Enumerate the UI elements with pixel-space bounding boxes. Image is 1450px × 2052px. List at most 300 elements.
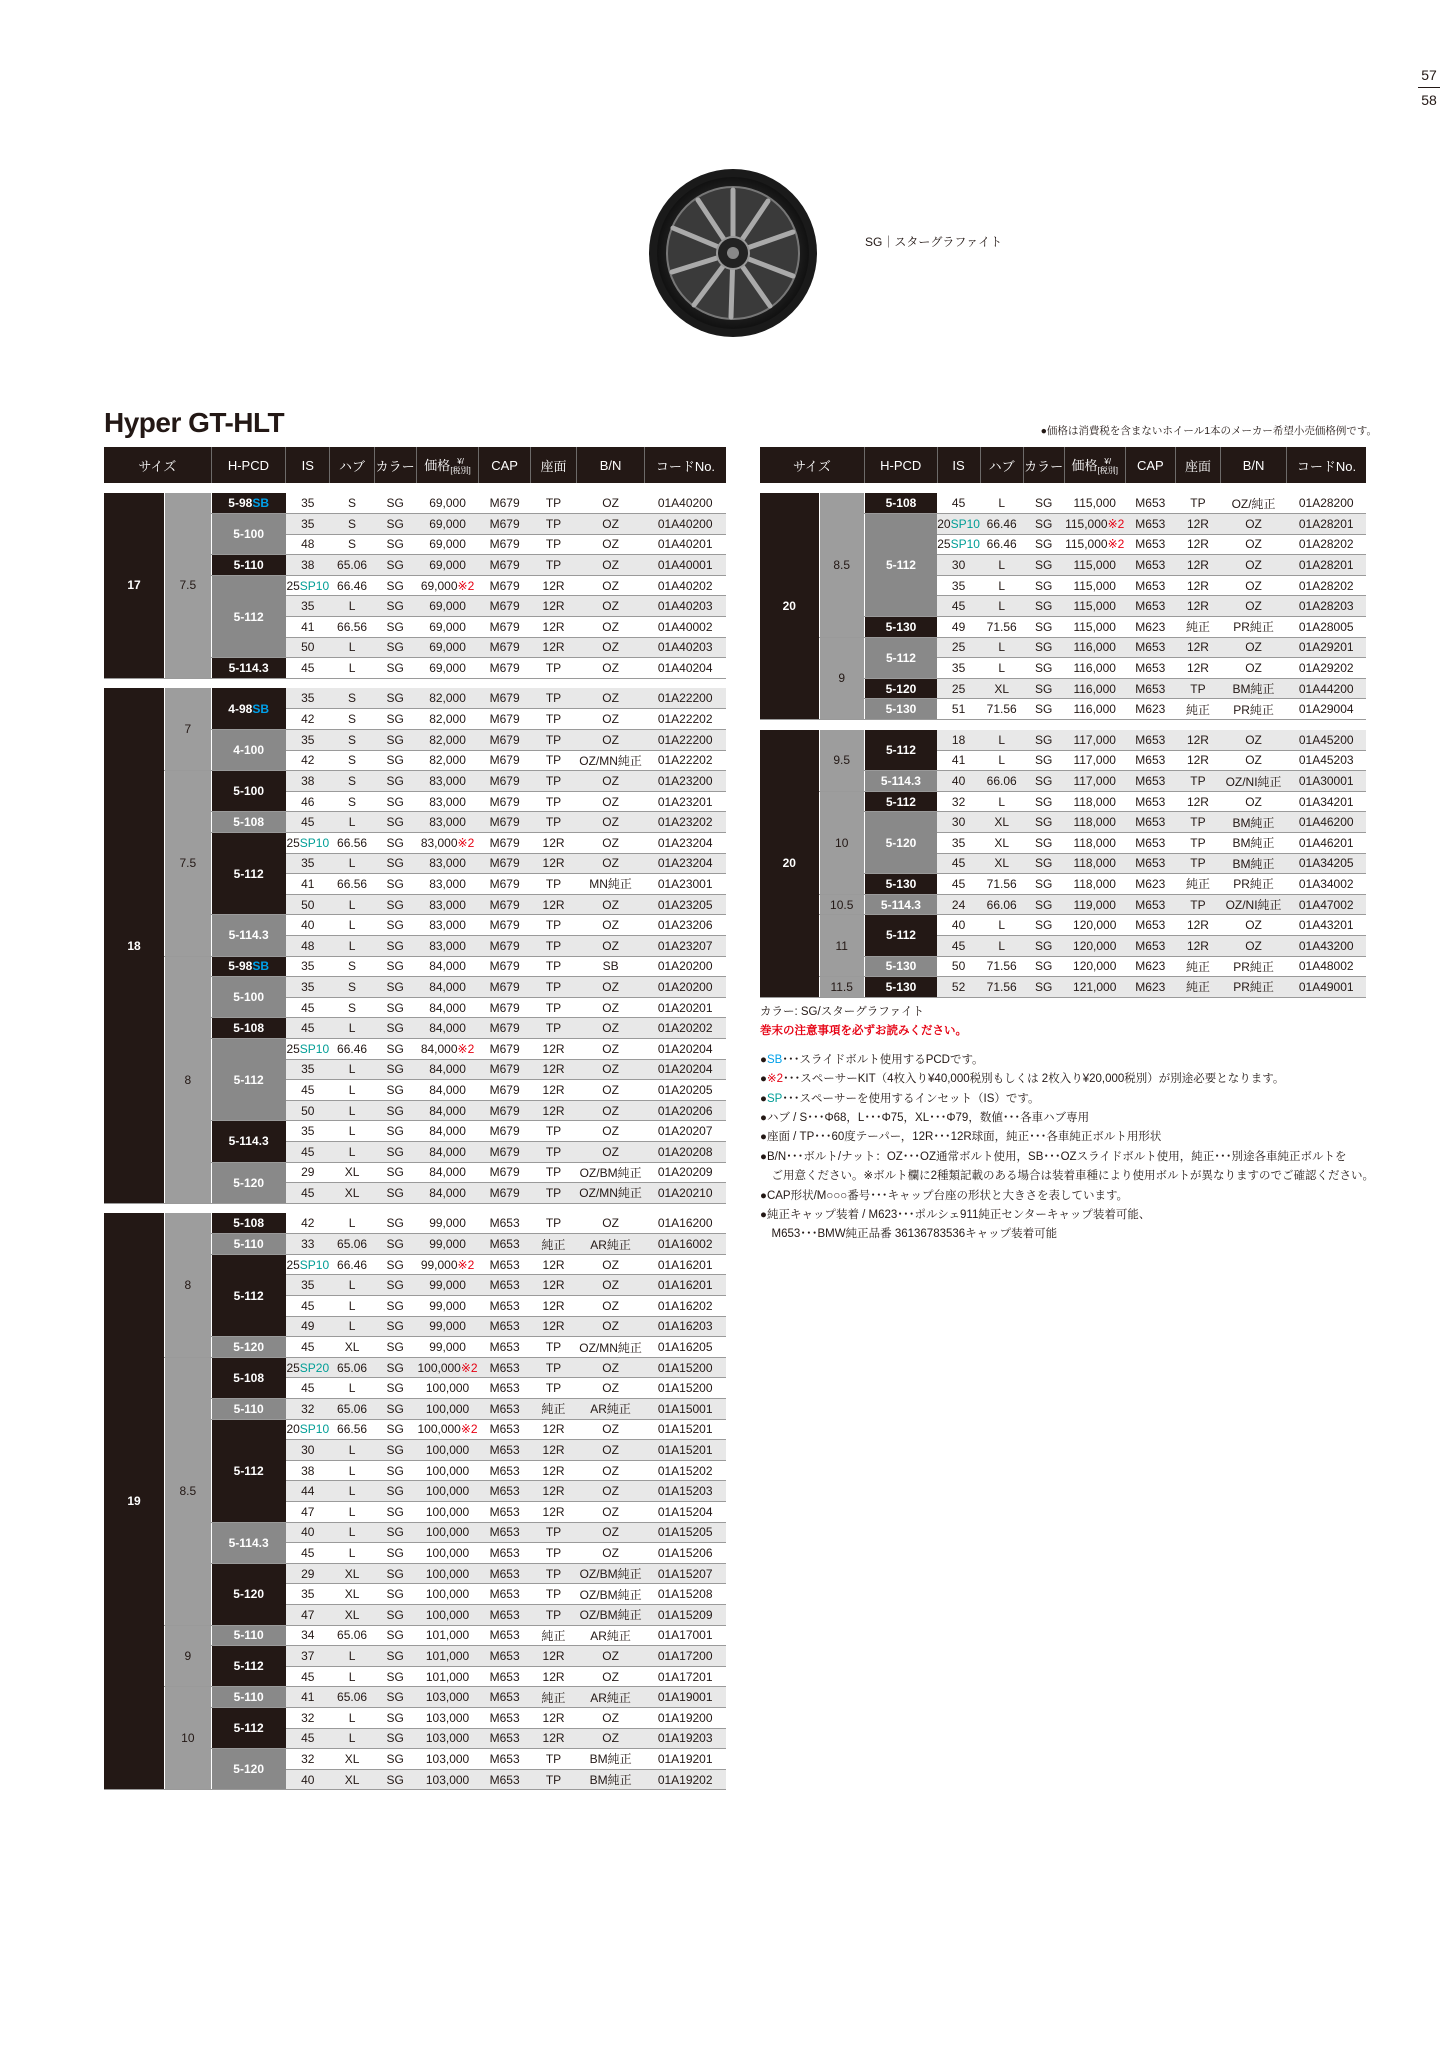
price-value: 84,000 — [429, 1021, 466, 1036]
cap-value: M679 — [489, 1062, 520, 1077]
color-cell — [374, 1646, 416, 1667]
price-cell — [416, 1522, 479, 1543]
header-9: コードNo. — [644, 447, 726, 483]
bn-value: OZ — [602, 1381, 619, 1396]
code-cell — [1286, 771, 1366, 792]
seat-cell — [530, 1543, 577, 1564]
seat-cell — [1175, 678, 1220, 699]
cap-value: M653 — [1135, 732, 1166, 747]
hub-cell — [330, 730, 374, 751]
cap-cell — [1125, 812, 1175, 833]
cap-cell — [479, 1625, 530, 1646]
is-value: 41 — [301, 876, 315, 891]
rim-width: 8.5 — [819, 493, 864, 637]
bn-cell — [577, 812, 645, 833]
hub-cell — [330, 915, 374, 936]
bn-cell — [577, 514, 645, 535]
seat-cell — [530, 1100, 577, 1121]
is-value: 40 — [951, 774, 966, 789]
cap-value: M653 — [489, 1422, 520, 1437]
seat-value: 12R — [542, 1103, 565, 1118]
cap-cell — [479, 1357, 530, 1378]
cap-cell — [1125, 637, 1175, 658]
seat-value: TP — [545, 1021, 562, 1036]
color-value: SG — [386, 537, 404, 552]
group-gap — [760, 720, 1366, 730]
bn-value: OZ/NI純正 — [1225, 898, 1282, 913]
hub-cell — [980, 658, 1023, 679]
price-value: 100,000 — [425, 1381, 470, 1396]
price-value: 83,000 — [429, 856, 466, 871]
bn-cell — [1221, 894, 1287, 915]
code-value: 01A15204 — [657, 1504, 713, 1519]
hpcd-cell: 5-112 — [864, 730, 937, 771]
seat-cell — [530, 688, 577, 709]
price-value: 100,000 — [417, 1360, 461, 1375]
color-value: SG — [386, 959, 404, 974]
color-cell — [374, 1080, 416, 1101]
color-cell — [374, 812, 416, 833]
price-value: 116,000 — [1073, 681, 1116, 696]
is-value: 46 — [301, 794, 315, 809]
cap-value: M653 — [489, 1340, 520, 1355]
code-cell — [1286, 555, 1366, 576]
color-cell — [1023, 750, 1064, 771]
hub-cell — [980, 791, 1023, 812]
hub-cell — [330, 617, 374, 638]
bn-value: OZ/BM純正 — [579, 1567, 642, 1582]
code-value: 01A28201 — [1298, 516, 1354, 531]
cap-cell — [479, 1254, 530, 1275]
is-cell — [937, 617, 980, 638]
color-cell — [374, 1728, 416, 1749]
rim-width: 8 — [165, 956, 212, 1203]
hub-cell — [330, 997, 374, 1018]
seat-cell — [530, 1254, 577, 1275]
is-tag: SP10 — [299, 835, 330, 850]
code-value: 01A44200 — [1298, 681, 1354, 696]
seat-value: 12R — [1186, 938, 1209, 953]
header-9: コードNo. — [1286, 447, 1366, 483]
code-cell — [1286, 678, 1366, 699]
code-value: 01A34205 — [1298, 856, 1354, 871]
is-value: 35 — [301, 1062, 315, 1077]
code-cell — [644, 956, 726, 977]
color-value: SG — [386, 1165, 404, 1180]
cap-cell — [1125, 853, 1175, 874]
cap-cell — [479, 1707, 530, 1728]
bn-value: OZ — [602, 1144, 619, 1159]
code-cell — [644, 1121, 726, 1142]
is-cell — [937, 575, 980, 596]
bn-cell — [577, 956, 645, 977]
code-value: 01A40002 — [657, 619, 713, 634]
hub-value: 66.46 — [986, 537, 1017, 552]
hub-value: L — [998, 918, 1006, 933]
bn-cell — [577, 1563, 645, 1584]
seat-cell — [1175, 730, 1220, 751]
color-value: SG — [1034, 640, 1053, 655]
cap-value: M679 — [489, 938, 520, 953]
hub-cell — [330, 935, 374, 956]
is-value: 35 — [301, 599, 315, 614]
code-value: 01A15201 — [657, 1443, 713, 1458]
cap-cell — [479, 1183, 530, 1204]
code-value: 01A43201 — [1298, 918, 1354, 933]
price-value: 100,000 — [425, 1401, 470, 1416]
price-tag: ※2 — [457, 1041, 475, 1056]
hub-value: S — [348, 1000, 357, 1015]
color-value: SG — [1034, 599, 1053, 614]
is-cell — [937, 874, 980, 895]
hub-value: L — [348, 1731, 356, 1746]
is-cell — [937, 555, 980, 576]
cap-value: M679 — [489, 815, 520, 830]
cap-value: M623 — [1135, 959, 1166, 974]
is-cell — [286, 1419, 330, 1440]
cap-cell — [479, 1481, 530, 1502]
cap-cell — [1125, 658, 1175, 679]
color-value: SG — [386, 1669, 404, 1684]
seat-cell — [1175, 637, 1220, 658]
code-value: 01A40200 — [657, 516, 713, 531]
color-cell — [374, 1584, 416, 1605]
is-value: 42 — [301, 1216, 315, 1231]
bn-cell — [1221, 915, 1287, 936]
cap-value: M653 — [1135, 897, 1166, 912]
color-value: SG — [386, 1340, 404, 1355]
code-value: 01A28203 — [1298, 599, 1354, 614]
bn-value: OZ/BM純正 — [579, 1165, 642, 1180]
code-value: 01A48002 — [1298, 959, 1354, 974]
code-cell — [644, 1687, 726, 1708]
color-value: SG — [386, 1545, 404, 1560]
header-4: カラー — [1023, 447, 1064, 483]
bn-value: AR純正 — [590, 1690, 631, 1705]
rim-width: 8 — [165, 1213, 212, 1357]
price-cell — [1064, 935, 1125, 956]
code-value: 01A29202 — [1298, 661, 1354, 676]
is-cell — [286, 1728, 330, 1749]
bn-cell — [577, 1687, 645, 1708]
hub-cell — [330, 1357, 374, 1378]
code-cell — [644, 596, 726, 617]
price-value: 84,000 — [429, 1165, 466, 1180]
is-value: 45 — [301, 1545, 315, 1560]
seat-value: 純正 — [1185, 620, 1210, 635]
bn-value: BM純正 — [1232, 682, 1275, 697]
is-tag: SP10 — [299, 1257, 330, 1272]
seat-cell — [1175, 493, 1220, 514]
seat-cell — [1175, 812, 1220, 833]
header-price: 価格 ¥/ [税別] — [416, 447, 479, 483]
color-value: SG — [386, 1566, 404, 1581]
is-value: 35 — [301, 979, 315, 994]
seat-value: 12R — [542, 1484, 565, 1499]
cap-value: M653 — [489, 1587, 520, 1602]
is-cell — [286, 812, 330, 833]
color-cell — [374, 1460, 416, 1481]
hub-cell — [330, 1378, 374, 1399]
is-value: 24 — [951, 897, 966, 912]
hub-value: 71.56 — [986, 959, 1017, 974]
color-cell — [374, 1316, 416, 1337]
is-value: 20 — [286, 1422, 300, 1437]
price-cell — [416, 1100, 479, 1121]
seat-value: 12R — [542, 640, 565, 655]
bn-cell — [577, 771, 645, 792]
code-cell — [1286, 791, 1366, 812]
bn-value: OZ — [1245, 640, 1262, 655]
cap-value: M623 — [1135, 619, 1166, 634]
hub-value: 71.56 — [986, 876, 1017, 891]
rim-width: 7.5 — [165, 771, 212, 956]
cap-cell — [479, 730, 530, 751]
notes-list — [760, 1051, 1374, 1245]
price-value: 100,000 — [425, 1443, 470, 1458]
color-cell — [374, 1502, 416, 1523]
code-value: 01A34002 — [1298, 876, 1354, 891]
cap-value: M679 — [489, 640, 520, 655]
header-1: H-PCD — [864, 447, 937, 483]
hub-value: 66.06 — [986, 774, 1017, 789]
color-value: SG — [386, 1237, 404, 1252]
code-value: 01A15201 — [657, 1422, 713, 1437]
is-value: 25 — [937, 537, 951, 552]
header-2: IS — [286, 447, 330, 483]
seat-value: TP — [545, 1381, 562, 1396]
is-value: 41 — [301, 619, 315, 634]
rim-width: 9 — [819, 637, 864, 719]
bn-value: OZ — [1245, 938, 1262, 953]
hub-cell — [330, 1687, 374, 1708]
hub-value: L — [998, 496, 1006, 511]
color-value: SG — [386, 1690, 404, 1705]
price-cell — [1064, 678, 1125, 699]
cap-value: M679 — [489, 712, 520, 727]
cap-value: M653 — [489, 1731, 520, 1746]
seat-cell — [530, 1707, 577, 1728]
is-cell — [937, 730, 980, 751]
seat-cell — [1175, 874, 1220, 895]
is-value: 45 — [301, 1185, 315, 1200]
seat-cell — [530, 977, 577, 998]
seat-cell — [1175, 935, 1220, 956]
hub-value: XL — [344, 1607, 360, 1622]
cap-cell — [479, 853, 530, 874]
hub-cell — [330, 1275, 374, 1296]
cap-cell — [479, 1419, 530, 1440]
seat-cell — [530, 1399, 577, 1420]
color-cell — [1023, 637, 1064, 658]
is-value: 41 — [301, 1690, 315, 1705]
price-value: 100,000 — [425, 1545, 470, 1560]
header-1: H-PCD — [211, 447, 286, 483]
hub-value: 65.06 — [337, 1690, 368, 1705]
color-cell — [374, 1059, 416, 1080]
hpcd-cell: 5-98SB — [211, 493, 286, 514]
cap-value: M679 — [489, 1185, 520, 1200]
code-cell — [644, 730, 726, 751]
header-4: カラー — [374, 447, 416, 483]
is-cell — [286, 1563, 330, 1584]
hpcd-cell: 5-110 — [211, 1234, 286, 1255]
is-value: 45 — [301, 1000, 315, 1015]
price-cell — [416, 1183, 479, 1204]
price-cell — [416, 575, 479, 596]
code-cell — [644, 853, 726, 874]
bn-value: OZ — [602, 1422, 619, 1437]
is-cell — [286, 1687, 330, 1708]
code-value: 01A15001 — [657, 1401, 713, 1416]
color-cell — [1023, 833, 1064, 854]
code-cell — [644, 1080, 726, 1101]
bn-value: AR純正 — [590, 1628, 631, 1643]
bn-value: OZ — [602, 1525, 619, 1540]
price-value: 84,000 — [429, 1103, 466, 1118]
seat-cell — [1175, 894, 1220, 915]
code-value: 01A16203 — [657, 1319, 713, 1334]
color-cell — [374, 1121, 416, 1142]
is-cell — [286, 1707, 330, 1728]
price-cell — [416, 637, 479, 658]
hub-value: L — [348, 1103, 356, 1118]
color-value: SG — [386, 578, 404, 593]
cap-cell — [479, 1440, 530, 1461]
seat-value: TP — [1190, 835, 1206, 850]
code-cell — [644, 637, 726, 658]
hub-cell — [330, 555, 374, 576]
hub-cell — [330, 1234, 374, 1255]
seat-value: TP — [545, 732, 562, 747]
price-cell — [416, 935, 479, 956]
hub-cell — [980, 956, 1023, 977]
is-cell — [286, 555, 330, 576]
bn-value: BM純正 — [589, 1773, 632, 1788]
code-cell — [644, 1584, 726, 1605]
color-value: SG — [1034, 619, 1053, 634]
code-value: 01A15208 — [657, 1587, 713, 1602]
seat-cell — [530, 1018, 577, 1039]
seat-value: 12R — [542, 1648, 565, 1663]
hub-value: 66.56 — [337, 619, 368, 634]
hub-value: L — [348, 1319, 356, 1334]
code-cell — [644, 658, 726, 679]
color-value: SG — [386, 918, 404, 933]
is-cell — [286, 1584, 330, 1605]
color-value: SG — [386, 1360, 404, 1375]
color-cell — [1023, 493, 1064, 514]
hub-value: S — [348, 774, 357, 789]
color-value: SG — [386, 979, 404, 994]
seat-cell — [530, 771, 577, 792]
hub-value: L — [348, 897, 356, 912]
is-value: 45 — [301, 1731, 315, 1746]
color-cell — [374, 956, 416, 977]
seat-value: 12R — [542, 1669, 565, 1684]
table-row — [760, 637, 1366, 658]
price-tag: ※2 — [1107, 516, 1125, 531]
price-value: 84,000 — [429, 1185, 466, 1200]
bn-value: OZ — [602, 640, 619, 655]
price-value: 115,000 — [1073, 578, 1116, 593]
bn-cell — [1221, 771, 1287, 792]
group-gap — [104, 1203, 726, 1213]
cap-cell — [1125, 791, 1175, 812]
hub-value: XL — [344, 1772, 360, 1787]
price-tag: ※2 — [457, 835, 475, 850]
seat-cell — [530, 1080, 577, 1101]
price-value: 116,000 — [1073, 640, 1116, 655]
header-6: CAP — [479, 447, 530, 483]
hpcd-cell: 5-114.3 — [211, 1522, 286, 1563]
color-cell — [374, 1522, 416, 1543]
color-value: SG — [386, 835, 404, 850]
is-value: 44 — [301, 1484, 315, 1499]
hub-value: XL — [344, 1340, 360, 1355]
code-cell — [644, 1337, 726, 1358]
color-value: SG — [1034, 661, 1053, 676]
hub-value: S — [348, 537, 357, 552]
hpcd-cell: 5-112 — [211, 1254, 286, 1336]
cap-cell — [479, 1460, 530, 1481]
price-cell — [416, 1080, 479, 1101]
group-gap — [104, 678, 726, 688]
hub-value: L — [348, 918, 356, 933]
bn-value: OZ — [602, 918, 619, 933]
seat-value: TP — [545, 815, 562, 830]
hub-value: 71.56 — [986, 619, 1017, 634]
price-value: 115,000 — [1065, 516, 1108, 531]
seat-cell — [530, 1337, 577, 1358]
code-cell — [1286, 833, 1366, 854]
is-value: 35 — [301, 691, 315, 706]
price-cell — [416, 1440, 479, 1461]
price-cell — [1064, 791, 1125, 812]
code-cell — [1286, 874, 1366, 895]
hub-value: 66.46 — [337, 578, 368, 593]
cap-value: M623 — [1135, 876, 1166, 891]
bn-cell — [1221, 493, 1287, 514]
is-cell — [937, 791, 980, 812]
color-value: SG — [1034, 753, 1053, 768]
price-value: 82,000 — [429, 712, 466, 727]
code-value: 01A23201 — [657, 794, 713, 809]
code-value: 01A28200 — [1298, 496, 1354, 511]
color-cell — [374, 1666, 416, 1687]
cap-cell — [1125, 678, 1175, 699]
hub-cell — [980, 699, 1023, 720]
bn-value: MN純正 — [589, 877, 632, 892]
price-value: 69,000 — [420, 578, 458, 593]
code-cell — [1286, 596, 1366, 617]
is-cell — [286, 1604, 330, 1625]
code-value: 01A16202 — [657, 1298, 713, 1313]
hub-cell — [330, 1604, 374, 1625]
hub-cell — [330, 1749, 374, 1770]
price-cell — [1064, 534, 1125, 555]
color-cell — [374, 1213, 416, 1234]
price-value: 82,000 — [429, 732, 466, 747]
cap-value: M653 — [1135, 599, 1166, 614]
is-cell — [286, 1296, 330, 1317]
hub-cell — [330, 1563, 374, 1584]
hub-cell — [330, 1316, 374, 1337]
color-value: SG — [1034, 558, 1053, 573]
price-cell — [1064, 915, 1125, 936]
bn-value: OZ — [1245, 753, 1262, 768]
bn-cell — [577, 853, 645, 874]
